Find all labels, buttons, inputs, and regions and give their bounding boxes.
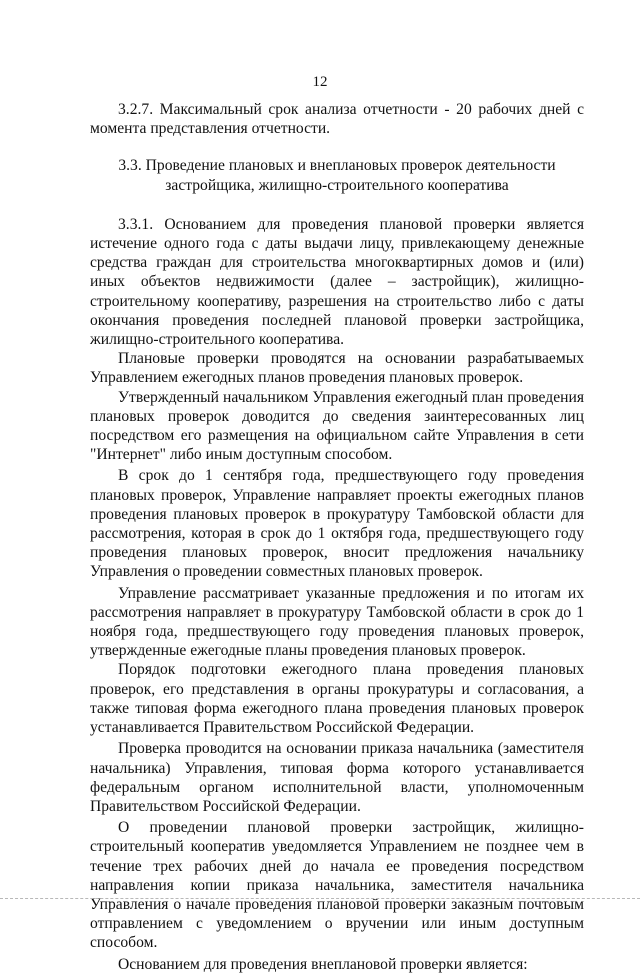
- page-bottom-rule: [0, 898, 640, 899]
- section-heading-3-3: 3.3. Проведение плановых и внеплановых проверок деятельности застройщика, жилищно-строительного кооператива: [118, 157, 556, 194]
- paragraph-proposals-review: Управление рассматривает указанные предложения и по итогам их рассмотрения направляет в прокуратуру Тамбовской области в срок до 1 ноября года, предшествующего году проведения плановых проверок, утвержденные ежегодные планы проведения плановых проверок.: [90, 584, 584, 660]
- paragraph-plan-approval: Утвержденный начальником Управления ежегодный план проведения плановых проверок доводится до сведения заинтересованных лиц посредством его размещения на официальном сайте Управления в сети "Интернет" либо иным доступным способом.: [90, 388, 584, 464]
- paragraph-3-2-7: 3.2.7. Максимальный срок анализа отчетности - 20 рабочих дней с момента представления отчетности.: [90, 101, 584, 138]
- page-number: 12: [312, 74, 328, 90]
- paragraph-3-3-1: 3.3.1. Основанием для проведения плановой проверки является истечение одного года с даты выдачи лицу, привлекающему денежные средства граждан для строительства многоквартирных домов и (или) иных объектов недвижимости (далее – застройщик), жилищно-строительному кооперативу, разрешения на строительство либо с даты окончания проведения последней плановой проверки застройщика, жилищно-строительного кооператива.: [90, 215, 584, 349]
- paragraph-order-basis: Проверка проводится на основании приказа начальника (заместителя начальника) Управления, типовая форма которого устанавливается федеральным органом исполнительной власти, уполномоченным Правительством Российской Федерации.: [90, 740, 584, 815]
- document-body: [90, 100, 584, 974]
- paragraph-september-deadline: В срок до 1 сентября года, предшествующего году проведения плановых проверок, Управление направляет проекты ежегодных планов проведения плановых проверок в прокуратуру Тамбовской области для рассмотрения, которая в срок до 1 октября года, предшествующего году проведения плановых проверок, вносит предложения начальнику Управления о проведении совместных плановых проверок.: [90, 467, 584, 581]
- paragraph-unscheduled-basis: Основанием для проведения внеплановой проверки является:: [118, 955, 528, 973]
- paragraph-planned-inspections: Плановые проверки проводятся на основании разрабатываемых Управлением ежегодных планов проведения плановых проверок.: [90, 350, 584, 387]
- paragraph-notification: О проведении плановой проверки застройщик, жилищно-строительный кооператив уведомляется Управлением не позднее чем в течение трех рабочих дней до начала ее проведения посредством направления копии приказа начальника, заместителя начальника Управления о начале проведения плановой проверки заказным почтовым отправлением с уведомлением о вручении или иным доступным способом.: [90, 819, 584, 952]
- paragraph-plan-procedure: Порядок подготовки ежегодного плана проведения плановых проверок, его представления в органы прокуратуры и согласования, а также типовая форма ежегодного плана проведения плановых проверок устанавливается Правительством Российской Федерации.: [90, 661, 584, 737]
